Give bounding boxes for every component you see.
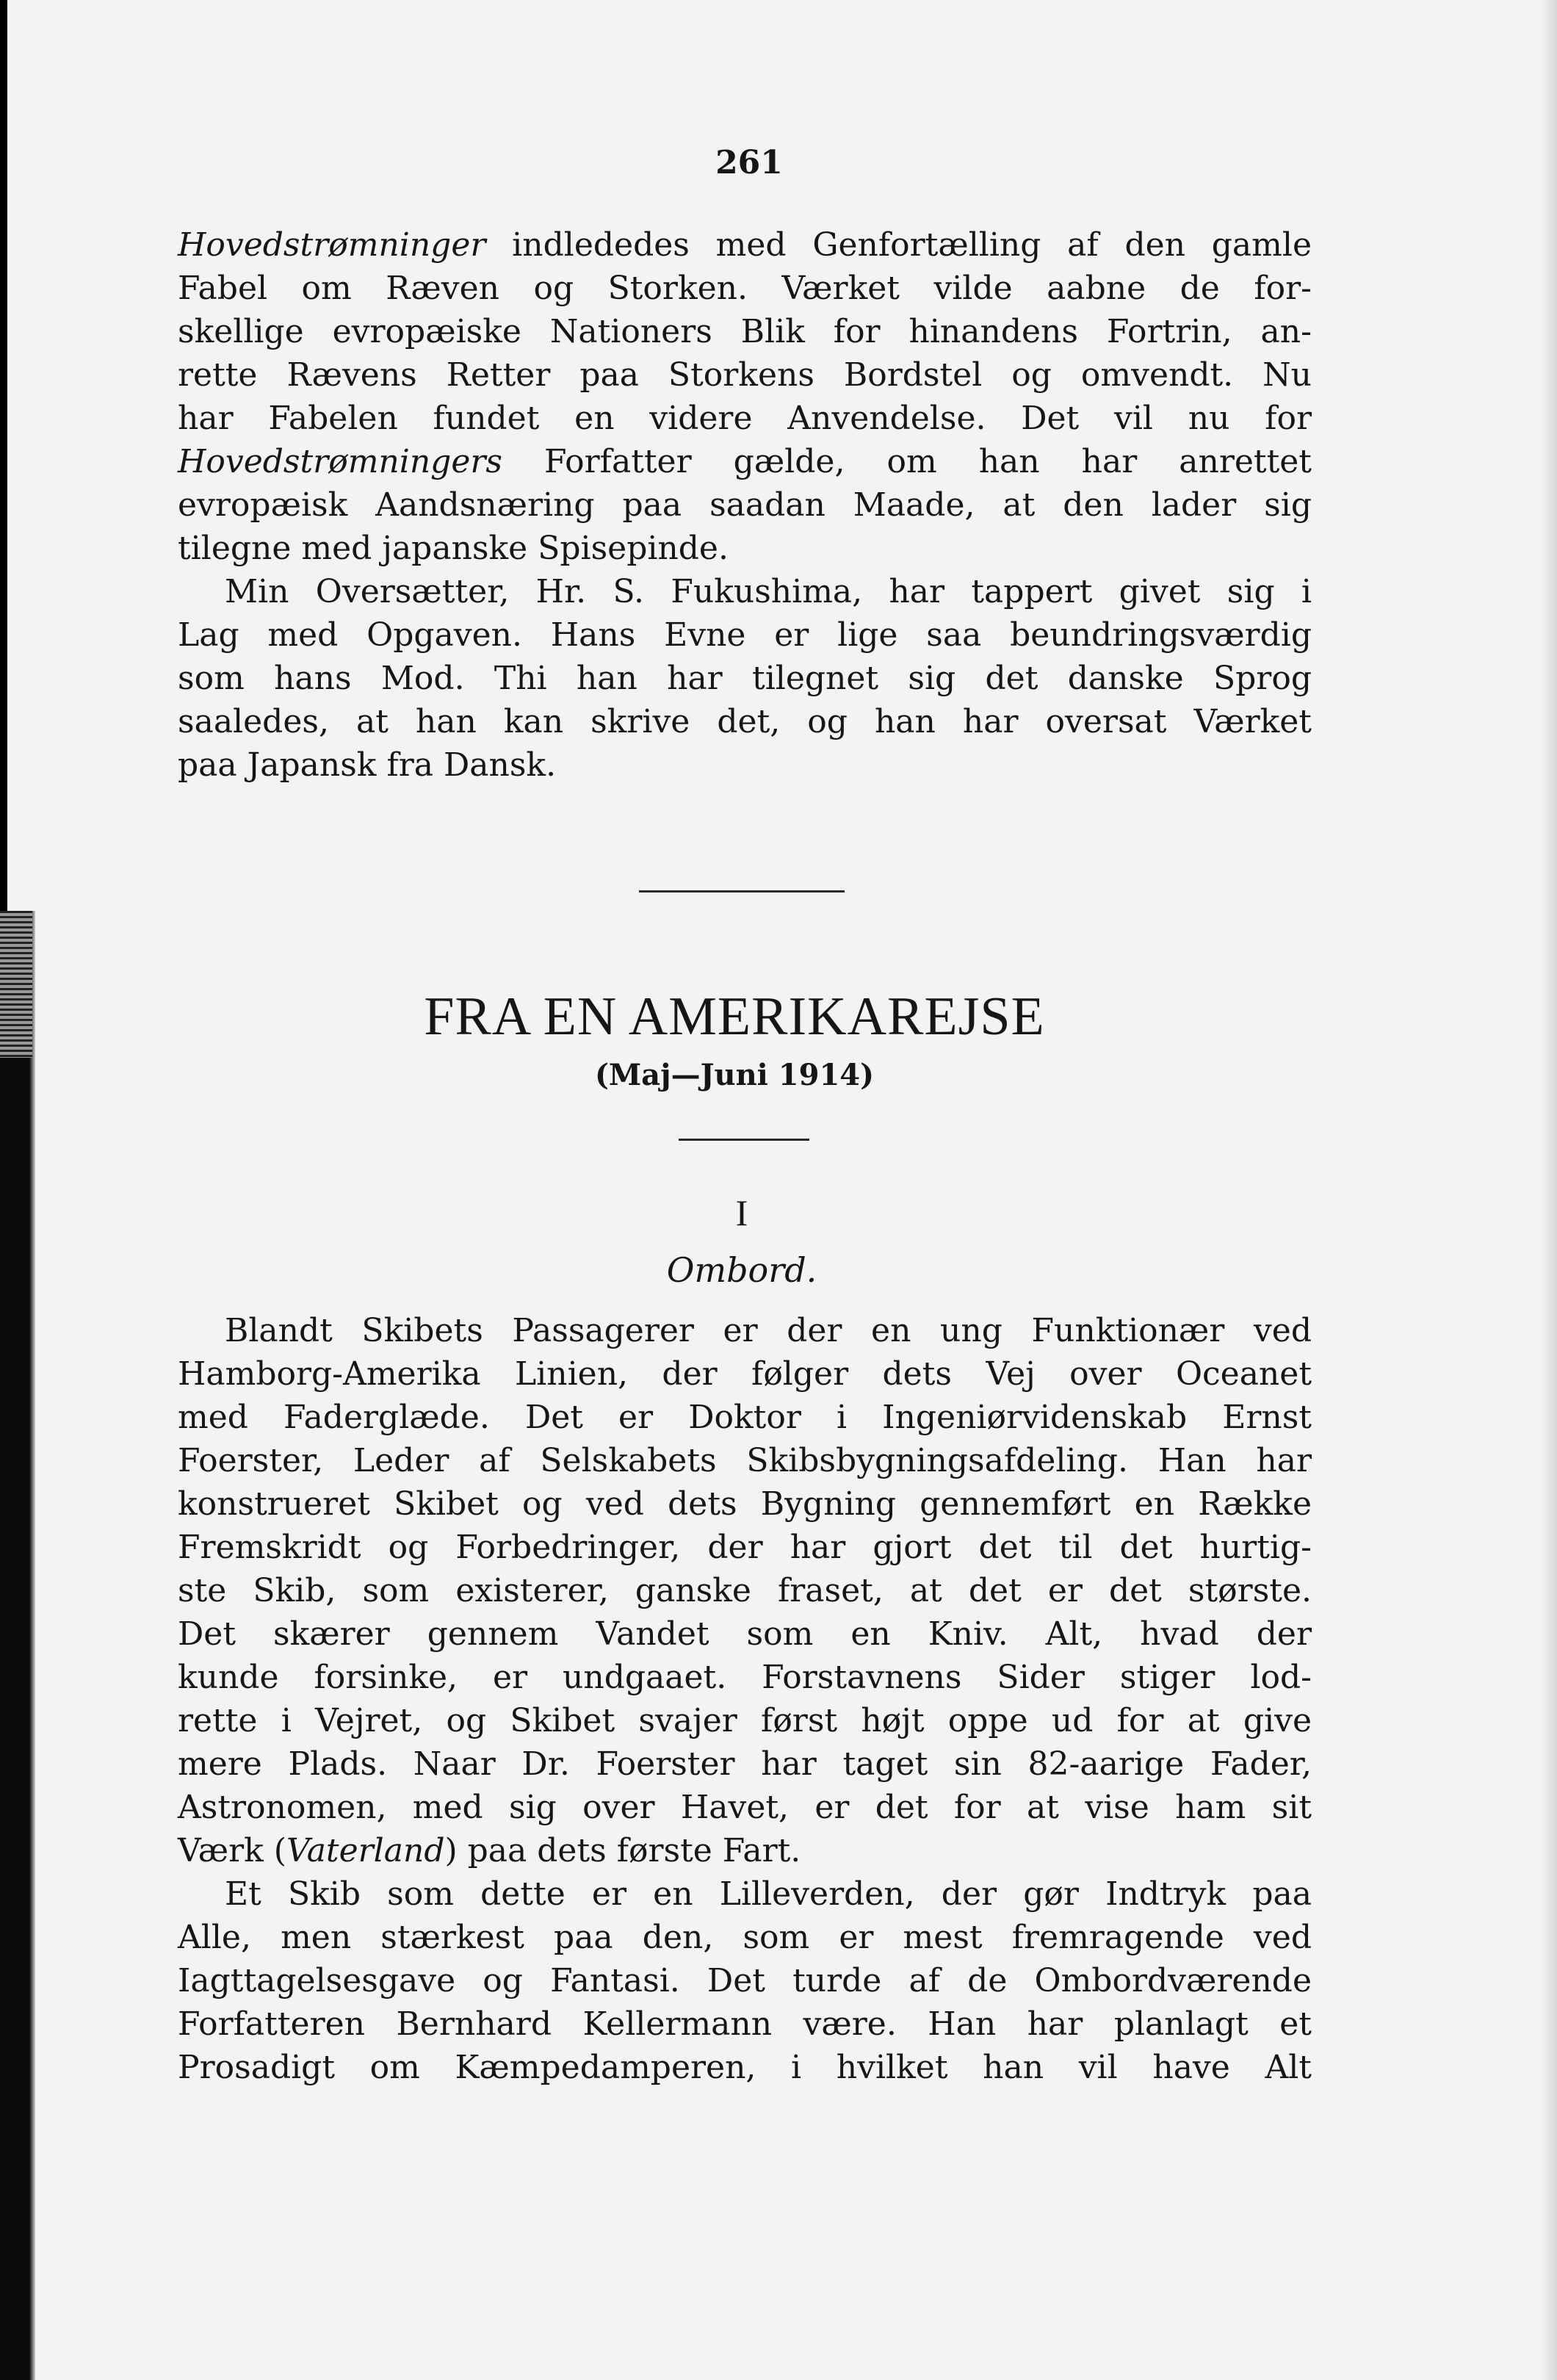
text-line: Min Oversætter, Hr. S. Fukushima, har tappert givet sig i (225, 573, 1312, 610)
text-line: Iagttagelsesgave og Fantasi. Det turde af de Ombordværende (178, 1962, 1312, 1999)
text-line: med Faderglæde. Det er Doktor i Ingeniørvidenskab Ernst (178, 1399, 1312, 1436)
section-title: Ombord. (666, 1250, 817, 1290)
text-line: Det skærer gennem Vandet som en Kniv. Alt, hvad der (178, 1615, 1312, 1653)
text-line: Hovedstrømningers Forfatter gælde, om han har anrettet (178, 443, 1312, 480)
page-edge-shade (1541, 0, 1557, 2380)
binding-stitching (0, 911, 32, 1058)
text-line: Forfatteren Bernhard Kellermann være. Han har planlagt et (178, 2005, 1312, 2043)
text-line: Astronomen, med sig over Havet, er det for at vise ham sit (178, 1789, 1312, 1826)
title-divider (679, 1139, 809, 1141)
text-line: Alle, men stærkest paa den, som er mest fremragende ved (178, 1919, 1312, 1956)
chapter-title: FRA EN AMERIKAREJSE (424, 987, 1045, 1047)
text-line: ste Skib, som existerer, ganske fraset, at det er det største. (178, 1572, 1312, 1609)
page-number: 261 (715, 144, 783, 181)
section-number: I (735, 1192, 748, 1233)
text-line: Blandt Skibets Passagerer er der en ung Funktionær ved (225, 1312, 1312, 1349)
text-line: Foerster, Leder af Selskabets Skibsbygningsafdeling. Han har (178, 1442, 1312, 1479)
text-line: kunde forsinke, er undgaaet. Forstavnens Sider stiger lod- (178, 1659, 1312, 1696)
paragraph-intro (178, 223, 1312, 570)
paragraph-lilleverden (178, 1872, 1312, 2089)
italic-title: Hovedstrømninger (178, 226, 486, 264)
binding-shadow (0, 911, 35, 2380)
text-line: saaledes, at han kan skrive det, og han har oversat Værket (178, 703, 1312, 740)
text-line: Værk (Vaterland) paa dets første Fart. (178, 1832, 801, 1869)
text-line: Fabel om Ræven og Storken. Værket vilde aabne de for- (178, 270, 1312, 307)
section-divider (639, 890, 845, 892)
text-line: Lag med Opgaven. Hans Evne er lige saa beundringsværdig (178, 616, 1312, 654)
text-line: mere Plads. Naar Dr. Foerster har taget sin 82-aarige Fader, (178, 1745, 1312, 1783)
text-line: rette Rævens Retter paa Storkens Bordstel og omvendt. Nu (178, 356, 1312, 394)
text-line: har Fabelen fundet en videre Anvendelse. Det vil nu for (178, 400, 1312, 437)
paragraph-ombord (178, 1309, 1312, 1872)
text-line: tilegne med japanske Spisepinde. (178, 530, 729, 567)
text-line: Fremskridt og Forbedringer, der har gjort det til det hurtig- (178, 1529, 1312, 1566)
italic-ship-name: Vaterland (286, 1832, 445, 1869)
text-line: paa Japansk fra Dansk. (178, 746, 557, 784)
text-line: Hovedstrømninger indlededes med Genfortælling af den gamle (178, 226, 1312, 264)
text-line: evropæisk Aandsnæring paa saadan Maade, at den lader sig (178, 486, 1312, 524)
italic-title: Hovedstrømningers (178, 443, 502, 480)
chapter-subtitle: (Maj—Juni 1914) (594, 1058, 875, 1092)
text-line: som hans Mod. Thi han har tilegnet sig det danske Sprog (178, 660, 1312, 697)
text-line: Et Skib som dette er en Lilleverden, der gør Indtryk paa (225, 1875, 1312, 1913)
text-line: skellige evropæiske Nationers Blik for hinandens Fortrin, an- (178, 313, 1312, 350)
paragraph-translator (178, 570, 1312, 787)
text-line: konstrueret Skibet og ved dets Bygning gennemført en Række (178, 1485, 1312, 1523)
text-line: Prosadigt om Kæmpedamperen, i hvilket han vil have Alt (178, 2049, 1312, 2086)
text-line: rette i Vejret, og Skibet svajer først højt oppe ud for at give (178, 1702, 1312, 1739)
text-line: Hamborg-Amerika Linien, der følger dets Vej over Oceanet (178, 1355, 1312, 1393)
